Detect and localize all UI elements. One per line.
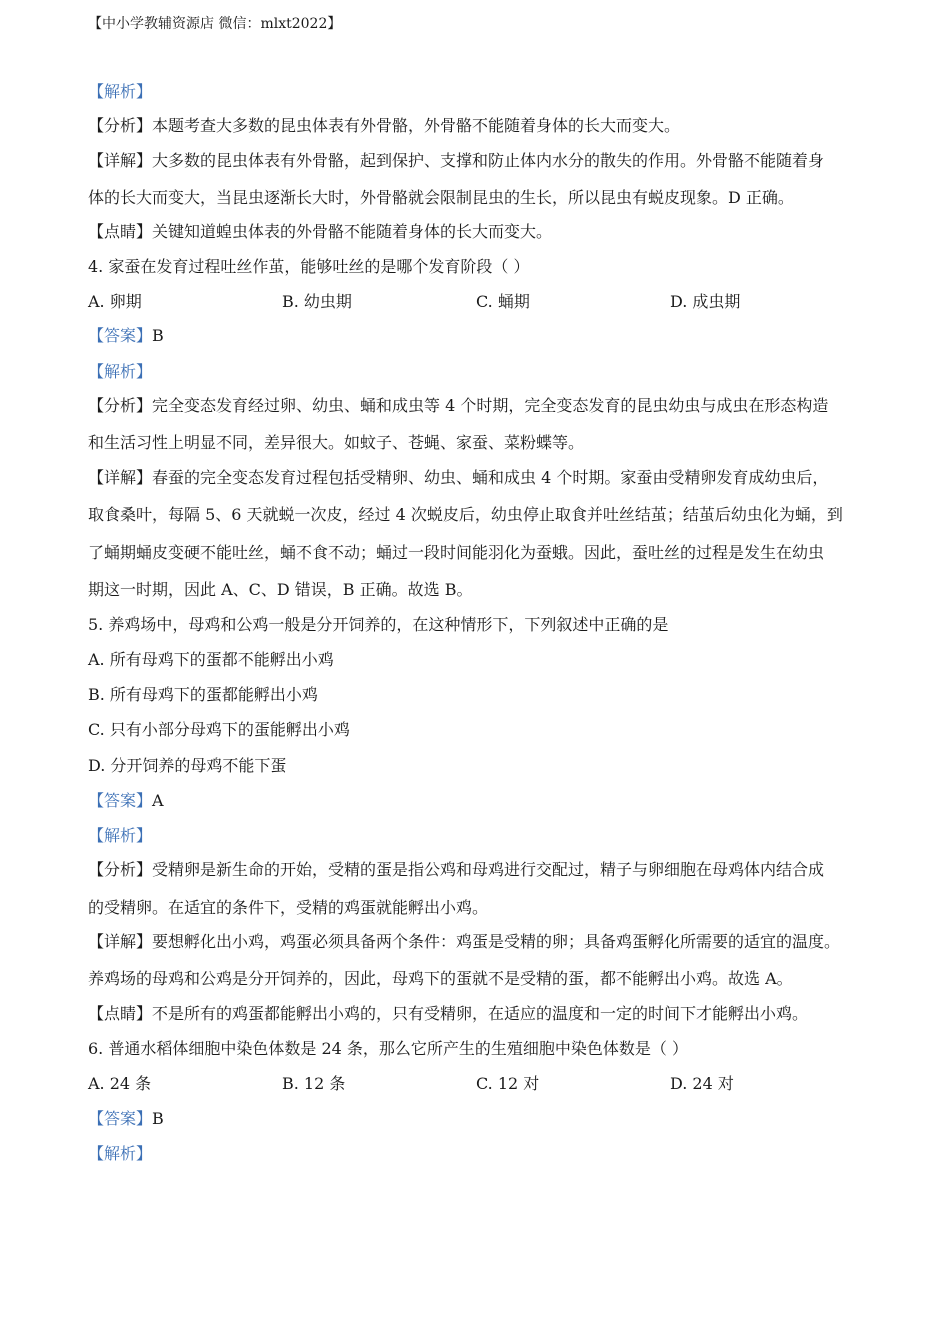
page-header: 【中小学教辅资源店 微信：mlxt2022】 (88, 16, 342, 32)
answer-value: B (152, 326, 164, 345)
q6-option-b: B. 12 条 (282, 1074, 346, 1093)
q3-analysis-heading: 【解析】 (88, 82, 153, 101)
q5-option-c: C. 只有小部分母鸡下的蛋能孵出小鸡 (88, 720, 350, 739)
q5-xiangjie (88, 931, 840, 953)
q4-analysis-heading: 【解析】 (88, 362, 153, 381)
q5-question: 5. 养鸡场中，母鸡和公鸡一般是分开饲养的，在这种情形下，下列叙述中正确的是 (88, 615, 669, 634)
q4-option-c: C. 蛹期 (476, 292, 530, 311)
q3-xiangjie-cont: 体的长大而变大，当昆虫逐渐长大时，外骨骼就会限制昆虫的生长，所以昆虫有蜕皮现象。D 正确。 (88, 188, 794, 207)
xiangjie-text: 大多数的昆虫体表有外骨骼，起到保护、支撑和防止体内水分的散失的作用。外骨骼不能随着身 (152, 151, 825, 170)
q4-option-a: A. 卵期 (88, 292, 142, 311)
fenxi-text: 完全变态发育经过卵、幼虫、蛹和成虫等 4 个时期，完全变态发育的昆虫幼虫与成虫在形态构造 (152, 396, 829, 415)
answer-tag: 【答案】 (88, 791, 153, 810)
q6-answer (88, 1108, 164, 1130)
dianjing-text: 关键知道蝗虫体表的外骨骼不能随着身体的长大而变大。 (152, 222, 553, 241)
answer-value: A (152, 791, 164, 810)
q4-xiangjie (88, 467, 828, 489)
fenxi-text: 受精卵是新生命的开始，受精的蛋是指公鸡和母鸡进行交配过，精子与卵细胞在母鸡体内结合成 (152, 860, 825, 879)
fenxi-tag: 【分析】 (88, 116, 153, 135)
q5-option-d: D. 分开饲养的母鸡不能下蛋 (88, 756, 287, 775)
answer-tag: 【答案】 (88, 326, 153, 345)
q4-xiangjie-cont-1: 取食桑叶，每隔 5、6 天就蜕一次皮，经过 4 次蜕皮后，幼虫停止取食并吐丝结茧；结茧后幼虫化为蛹，到 (88, 505, 843, 524)
q4-option-d: D. 成虫期 (670, 292, 741, 311)
xiangjie-tag: 【详解】 (88, 932, 153, 951)
q4-option-b: B. 幼虫期 (282, 292, 352, 311)
fenxi-tag: 【分析】 (88, 396, 153, 415)
q6-option-a: A. 24 条 (88, 1074, 152, 1093)
xiangjie-text: 要想孵化出小鸡，鸡蛋必须具备两个条件：鸡蛋是受精的卵；具备鸡蛋孵化所需要的适宜的温度。 (152, 932, 841, 951)
q3-xiangjie (88, 150, 824, 172)
q5-answer (88, 790, 164, 812)
q6-question: 6. 普通水稻体细胞中染色体数是 24 条，那么它所产生的生殖细胞中染色体数是（ ） (88, 1039, 688, 1058)
q5-fenxi-cont: 的受精卵。在适宜的条件下，受精的鸡蛋就能孵出小鸡。 (88, 898, 489, 917)
dianjing-tag: 【点睛】 (88, 1004, 153, 1023)
q4-fenxi (88, 395, 828, 417)
q6-option-c: C. 12 对 (476, 1074, 540, 1093)
answer-value: B (152, 1109, 164, 1128)
q5-dianjing (88, 1003, 808, 1025)
q4-xiangjie-cont-2: 了蛹期蛹皮变硬不能吐丝，蛹不食不动；蛹过一段时间能羽化为蚕蛾。因此，蚕吐丝的过程是发生在幼虫 (88, 543, 825, 562)
q5-option-a: A. 所有母鸡下的蛋都不能孵出小鸡 (88, 650, 334, 669)
q3-fenxi (88, 115, 680, 137)
q4-xiangjie-cont-3: 期这一时期，因此 A、C、D 错误，B 正确。故选 B。 (88, 580, 473, 599)
q6-option-d: D. 24 对 (670, 1074, 734, 1093)
q6-analysis-heading: 【解析】 (88, 1144, 153, 1163)
q5-analysis-heading: 【解析】 (88, 826, 153, 845)
q5-option-b: B. 所有母鸡下的蛋都能孵出小鸡 (88, 685, 318, 704)
xiangjie-text: 春蚕的完全变态发育过程包括受精卵、幼虫、蛹和成虫 4 个时期。家蚕由受精卵发育成幼虫后， (152, 468, 829, 487)
dianjing-text: 不是所有的鸡蛋都能孵出小鸡的，只有受精卵，在适应的温度和一定的时间下才能孵出小鸡。 (152, 1004, 809, 1023)
answer-tag: 【答案】 (88, 1109, 153, 1128)
q3-dianjing (88, 221, 552, 243)
q5-fenxi (88, 859, 824, 881)
q4-answer (88, 325, 164, 347)
xiangjie-tag: 【详解】 (88, 468, 153, 487)
dianjing-tag: 【点睛】 (88, 222, 153, 241)
q4-question: 4. 家蚕在发育过程吐丝作茧，能够吐丝的是哪个发育阶段（ ） (88, 257, 530, 276)
fenxi-tag: 【分析】 (88, 860, 153, 879)
q4-fenxi-cont: 和生活习性上明显不同，差异很大。如蚊子、苍蝇、家蚕、菜粉蝶等。 (88, 433, 585, 452)
fenxi-text: 本题考查大多数的昆虫体表有外骨骼，外骨骼不能随着身体的长大而变大。 (152, 116, 681, 135)
xiangjie-tag: 【详解】 (88, 151, 153, 170)
q5-xiangjie-cont: 养鸡场的母鸡和公鸡是分开饲养的，因此，母鸡下的蛋就不是受精的蛋，都不能孵出小鸡。故选 A。 (88, 969, 793, 988)
